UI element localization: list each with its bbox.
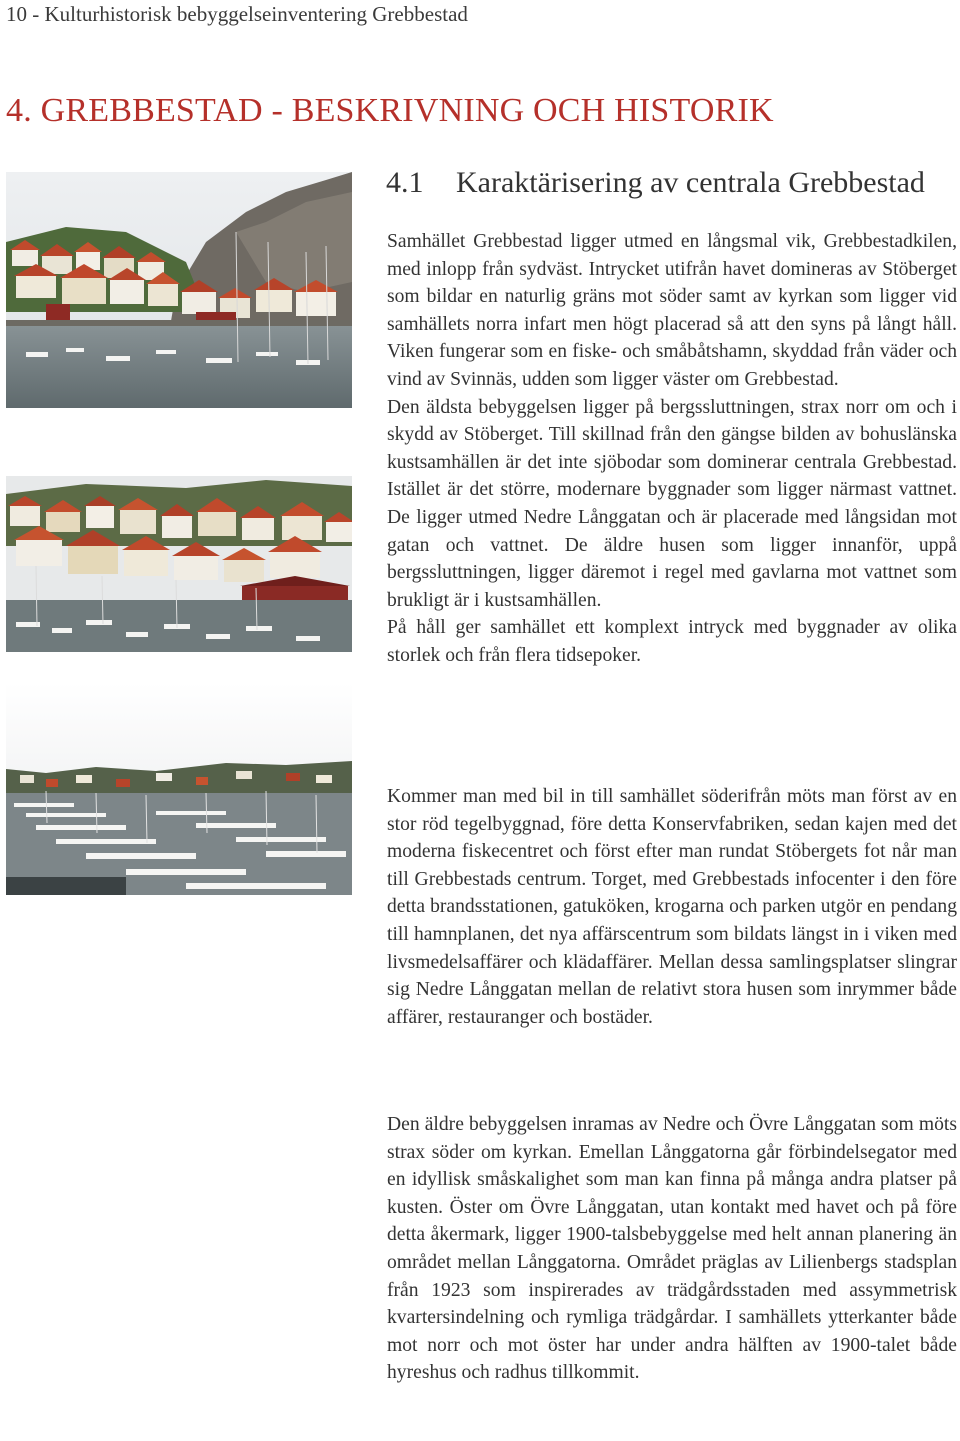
section-body-2 — [387, 783, 957, 1031]
chapter-title: 4. GREBBESTAD - BESKRIVNING OCH HISTORIK — [6, 92, 774, 129]
harbour-photo-2 — [6, 476, 352, 652]
paragraph: Kommer man med bil in till samhället söderifrån möts man först av en stor röd tegelbyggnad, före detta Konservfabriken, sedan kajen med det moderna fiskecentret och först efter man rundat Stöbergets fot når man till Grebbestads centrum. Torget, med Grebbestads infocenter i den före detta brandsstationen, gatuköken, krogarna och parken utgör en pendang till hamnplanen, det nya affärscentrum som bildats längst in i viken med livsmedelsaffärer och klädaffärer. Mellan dessa samlingsplatser slingrar sig Nedre Långgatan mellan de relativt stora husen som inrymmer både affärer, restauranger och bostäder. — [387, 786, 957, 1028]
section-number: 4.1 — [386, 166, 424, 199]
section-body-1 — [387, 228, 957, 670]
paragraph: Den äldre bebyggelsen inramas av Nedre och Övre Långgatan som möts strax söder om kyrkan. Emellan Långgatorna går förbindelsegator med en idyllisk småskalighet som man kan finna på många andra platser på kusten. Öster om Övre Långgatan, utan kontakt med havet och på före detta åkermark, ligger 1900-talsbebyggelse med helt annan planering än området mellan Långgatorna. Området präglas av Lilienbergs stadsplan från 1923 som inspirerades av trädgårdsstaden med assymmetrisk kvartersindelning och rymliga trädgårdar. I samhällets ytterkanter både mot norr och mot öster har under andra hälften av 1900-talet både hyreshus och radhus tillkommit. — [387, 1114, 957, 1384]
running-head: 10 - Kulturhistorisk bebyggelseinventering Grebbestad — [6, 2, 468, 26]
paragraph: Samhället Grebbestad ligger utmed en långsmal vik, Grebbestadkilen, med inlopp från sydväst. Intrycket utifrån havet domineras av Stöberget som bildar en naturlig gräns mot söder samt av kyrkan som ligger vid samhällets norra infart men högt placerad så att den syns på långt håll. Viken fungerar som en fiske- och småbåtshamn, skyddad från väder och vind av Svinnäs, udden som ligger väster om Grebbestad. — [387, 231, 957, 390]
marina-photo — [6, 683, 352, 895]
paragraph: På håll ger samhället ett komplext intryck med byggnader av olika storlek och från flera tidsepoker. — [387, 617, 957, 666]
section-title — [386, 166, 925, 200]
harbour-photo-1 — [6, 172, 352, 408]
paragraph: Den äldsta bebyggelsen ligger på bergssluttningen, strax norr om och i skydd av Stöberget. Till skillnad från den gängse bilden av bohuslänska kustsamhällen är det inte sjöbodar som dominerar centrala Grebbestad. Istället är det större, modernare byggnader som ligger närmast vattnet. De ligger utmed Nedre Långgatan och är placerade med långsidan mot gatan och vattnet. De äldre husen som ligger innanför, uppå bergssluttningen, ligger däremot i regel med gavlarna mot vattnet som brukligt är i kustsamhällen. — [387, 396, 957, 611]
section-title-text: Karaktärisering av centrala Grebbestad — [456, 166, 925, 199]
section-body-3 — [387, 1111, 957, 1387]
